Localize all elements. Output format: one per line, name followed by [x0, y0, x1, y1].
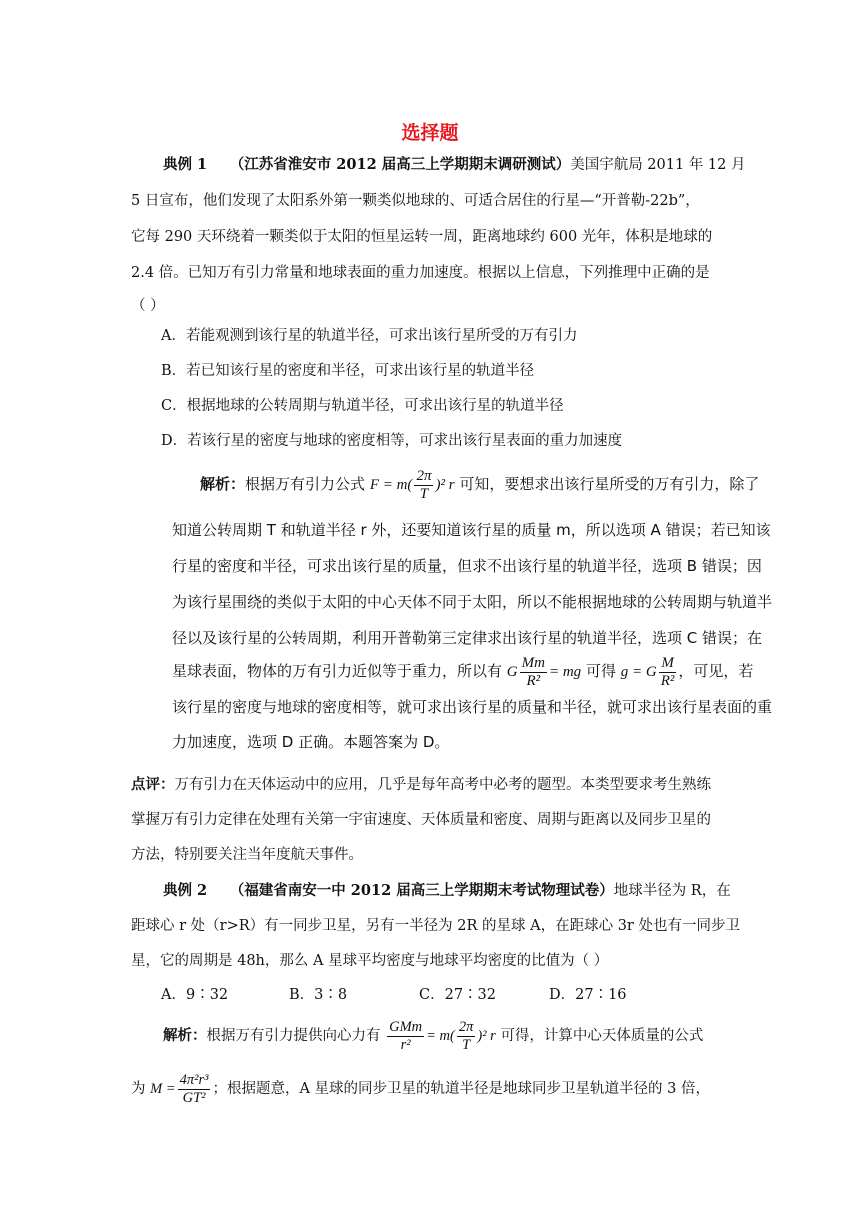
- solution-1-text-2: 知道公转周期 T 和轨道半径 r 外，还要知道该行星的质量 m，所以选项 A 错误；若已知该: [172, 521, 771, 539]
- formula-fraction: [414, 468, 433, 503]
- formula-numerator: 2π: [416, 468, 432, 485]
- comment-label: 点评：: [131, 776, 175, 793]
- example-1-option-b: B．若已知该行星的密度和半径，可求出该行星的轨道半径: [161, 363, 535, 379]
- solution-1-line-6: [172, 646, 753, 697]
- comment-line-1: [131, 775, 711, 795]
- formula-surface-gravity: [506, 655, 582, 690]
- solution-2-text-1b: 可得，计算中心天体质量的公式: [500, 1028, 704, 1044]
- example-2-text-2: 距球心 r 处（r>R）有一同步卫星，另有一半径为 2R 的星球 A，在距球心 3r 处也有一同步卫: [131, 918, 740, 934]
- example-1-option-a: A．若能观测到该行星的轨道半径，可求出该行星所受的万有引力: [161, 328, 578, 344]
- formula-part: F = m(: [369, 477, 413, 493]
- example-1-option-d: D．若该行星的密度与地球的密度相等，可求出该行星表面的重力加速度: [161, 433, 623, 449]
- formula-denominator: GT²: [182, 1090, 206, 1107]
- formula-fraction: [457, 1019, 476, 1054]
- example-2-option-b: B．3∶8: [289, 987, 348, 1003]
- example-1-source: （江苏省淮安市 2012 届高三上学期期末调研测试）: [229, 156, 571, 173]
- example-1-text-3: 它每 290 天环绕着一颗类似于太阳的恒星运转一周，距离地球约 600 光年，体积是地球的: [131, 229, 713, 245]
- example-1-option-c: C．根据地球的公转周期与轨道半径，可求出该行星的轨道半径: [161, 398, 564, 414]
- solution-1-text-1b: 可知，要想求出该行星所受的万有引力，除了: [459, 475, 760, 493]
- formula-denominator: T: [419, 486, 429, 503]
- formula-part: = mg: [548, 664, 582, 680]
- example-2-option-a: A．9∶32: [161, 987, 229, 1003]
- solution-1-text-7: 该行星的密度与地球的密度相等，就可求出该行星的质量和半径，就可求出该行星表面的重: [172, 698, 773, 716]
- example-2-label: 典例 2: [163, 882, 208, 899]
- solution-1-text-5: 径以及该行星的公转周期，利用开普勒第三定律求出该行星的轨道半径，选项 C 错误；在: [172, 629, 763, 647]
- example-1-text-5: （ ）: [131, 298, 165, 314]
- solution-1-line-1: [200, 464, 759, 505]
- example-1-text-1: 美国宇航局 2011 年 12 月: [570, 157, 746, 173]
- formula-numerator: 2π: [458, 1019, 474, 1036]
- comment-text-3: 方法，特别要关注当年度航天事件。: [131, 847, 363, 863]
- solution-1-text-3: 行星的密度和半径，可求出该行星的质量，但求不出该行星的轨道半径，选项 B 错误；因: [172, 557, 762, 575]
- formula-numerator: GMm: [389, 1019, 423, 1036]
- formula-denominator: R²: [660, 673, 675, 690]
- solution-1-label: 解析：: [200, 475, 246, 493]
- formula-numerator: 4π²r³: [179, 1072, 209, 1089]
- example-2-text-1: 地球半径为 R，在: [613, 883, 731, 899]
- formula-mass: [150, 1072, 212, 1107]
- solution-2-line-1: [163, 1011, 703, 1061]
- formula-numerator: Mm: [521, 655, 545, 672]
- formula-fraction: [178, 1072, 211, 1107]
- formula-part: = m(: [426, 1028, 455, 1044]
- solution-2-text-2a: 为: [131, 1081, 146, 1097]
- formula-denominator: T: [462, 1037, 471, 1054]
- formula-part: g = G: [620, 664, 657, 680]
- formula-part: )² r: [477, 1028, 496, 1044]
- formula-numerator: M: [659, 655, 677, 673]
- example-1-label: 典例 1: [163, 156, 208, 173]
- comment-text-2: 掌握万有引力定律在处理有关第一宇宙速度、天体质量和密度、周期与距离以及同步卫星的: [131, 812, 711, 828]
- example-2-line-1: [163, 881, 731, 901]
- solution-2-text-1a: 根据万有引力提供向心力有: [206, 1028, 381, 1044]
- example-1-text-4: 2.4 倍。已知万有引力常量和地球表面的重力加速度。根据以上信息，下列推理中正确的是: [131, 265, 710, 281]
- example-2-text-3: 星，它的周期是 48h，那么 A 星球平均密度与地球平均密度的比值为（ ）: [131, 953, 609, 969]
- formula-part: G: [506, 664, 518, 680]
- formula-denominator: R²: [526, 673, 541, 690]
- solution-1-text-4: 为该行星围绕的类似于太阳的中心天体不同于太阳，所以不能根据地球的公转周期与轨道半: [172, 593, 773, 611]
- example-1-line-1: [163, 155, 746, 175]
- solution-2-line-2: [131, 1063, 710, 1115]
- page-title: 选择题: [401, 122, 459, 144]
- solution-1-text-8: 力加速度，选项 D 正确。本题答案为 D。: [172, 733, 450, 751]
- formula-fraction: [520, 655, 547, 690]
- example-2-option-d: D．27∶16: [549, 987, 627, 1003]
- formula-fraction: [387, 1019, 424, 1054]
- solution-2-text-2b: ；根据题意，A 星球的同步卫星的轨道半径是地球同步卫星轨道半径的 3 倍，: [212, 1081, 710, 1097]
- example-1-text-2: 5 日宣布，他们发现了太阳系外第一颗类似地球的、可适合居住的行星—“开普勒-22b”，: [131, 193, 700, 209]
- formula-g: [620, 655, 679, 690]
- solution-1-text-6a: 星球表面，物体的万有引力近似等于重力，所以有: [172, 662, 503, 680]
- example-2-option-c: C．27∶32: [419, 987, 496, 1003]
- solution-1-text-6c: ，可见，若: [678, 662, 754, 680]
- formula-part: M =: [150, 1081, 176, 1097]
- example-2-source: （福建省南安一中 2012 届高三上学期期末考试物理试卷）: [229, 882, 614, 899]
- formula-denominator: r²: [400, 1037, 411, 1054]
- solution-1-text-1a: 根据万有引力公式: [245, 475, 366, 493]
- solution-2-label: 解析：: [163, 1027, 207, 1044]
- comment-text-1: 万有引力在天体运动中的应用，几乎是每年高考中必考的题型。本类型要求考生熟练: [174, 777, 711, 793]
- formula-fraction: [659, 655, 677, 690]
- solution-1-text-6b: 可得: [585, 662, 616, 680]
- formula-part: )² r: [435, 477, 455, 493]
